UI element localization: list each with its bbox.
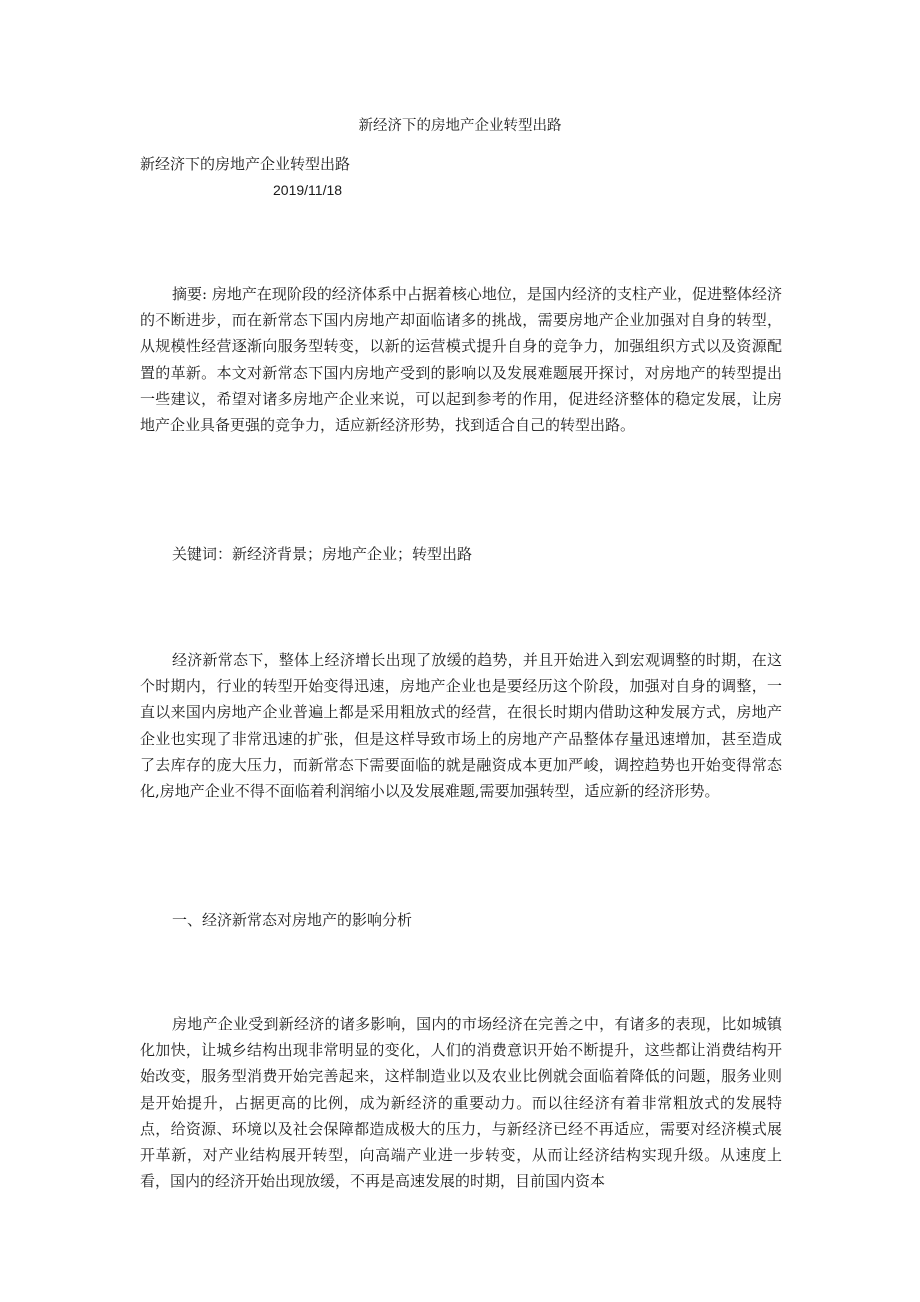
document-title: 新经济下的房地产企业转型出路 bbox=[358, 118, 562, 134]
section-heading: 一、经济新常态对房地产的影响分析 bbox=[172, 911, 413, 929]
article-subtitle: 新经济下的房地产企业转型出路 bbox=[140, 155, 351, 173]
section-body-paragraph: 房地产企业受到新经济的诸多影响，国内的市场经济在完善之中，有诸多的表现，比如城镇化加快，让城乡结构出现非常明显的变化，人们的消费意识开始不断提升，这些都让消费结构开始改变，服务型消费开始完善起来，这样制造业以及农业比例就会面临着降低的问题，服务业则是开始提升，占据更高的比例，成为新经济的重要动力。而以往经济有着非常粗放式的发展特点，给资源、环境以及社会保障都造成极大的压力，与新经济已经不再适应，需要对经济模式展开革新，对产业结构展开转型，向高端产业进一步转变，从而让经济结构实现升级。从速度上看，国内的经济开始出现放缓，不再是高速发展的时期，目前国内资本 bbox=[140, 1015, 782, 1191]
abstract-paragraph: 摘要: 房地产在现阶段的经济体系中占据着核心地位，是国内经济的支柱产业，促进整体经济的不断进步，而在新常态下国内房地产却面临诸多的挑战，需要房地产企业加强对自身的转型，从规模性经营逐渐向服务型转变，以新的运营模式提升自身的竞争力，加强组织方式以及资源配置的革新。本文对新常态下国内房地产受到的影响以及发展难题展开探讨，对房地产的转型提出一些建议，希望对诸多房地产企业来说，可以起到参考的作用，促进经济整体的稳定发展，让房地产企业具备更强的竞争力，适应新经济形势，找到适合自己的转型出路。 bbox=[140, 285, 782, 435]
publish-date: 2019/11/18 bbox=[273, 182, 343, 198]
keywords-line: 关键词：新经济背景；房地产企业；转型出路 bbox=[172, 545, 473, 563]
intro-paragraph: 经济新常态下，整体上经济增长出现了放缓的趋势，并且开始进入到宏观调整的时期，在这个时期内，行业的转型开始变得迅速，房地产企业也是要经历这个阶段，加强对自身的调整，一直以来国内房地产企业普遍上都是采用粗放式的经营，在很长时期内借助这种发展方式，房地产企业也实现了非常迅速的扩张，但是这样导致市场上的房地产产品整体存量迅速增加，甚至造成了去库存的庞大压力，而新常态下需要面临的就是融资成本更加严峻，调控趋势也开始变得常态化,房地产企业不得不面临着利润缩小以及发展难题,需要加强转型，适应新的经济形势。 bbox=[140, 651, 782, 801]
